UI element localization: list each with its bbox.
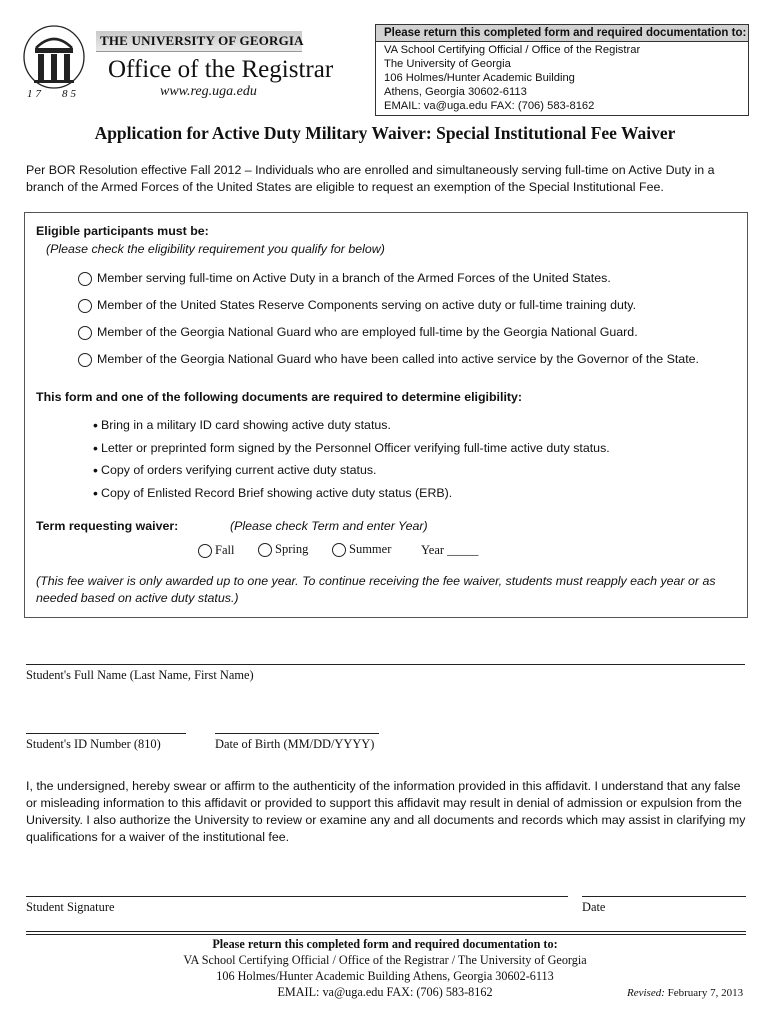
student-id-label: Student's ID Number (810): [26, 737, 161, 751]
eligibility-heading: Eligible participants must be:: [36, 224, 209, 238]
document-item: Copy of Enlisted Record Brief showing active duty status (ERB).: [101, 486, 453, 500]
term-option-label: Summer: [349, 542, 392, 556]
term-option-spring[interactable]: [258, 542, 308, 557]
return-box-line: 106 Holmes/Hunter Academic Building: [384, 72, 575, 84]
eligibility-option-label: Member serving full-time on Active Duty in a branch of the Armed Forces of the United States.: [97, 271, 611, 285]
revised-date: [627, 987, 743, 999]
dob-line[interactable]: [215, 733, 379, 734]
term-instruction: (Please check Term and enter Year): [230, 519, 428, 533]
radio-icon[interactable]: [78, 299, 92, 313]
eligibility-option[interactable]: [78, 271, 611, 286]
return-address-box: [375, 24, 749, 116]
eligibility-option[interactable]: [78, 352, 699, 367]
year-founded-left: 17: [27, 88, 44, 100]
affidavit-text: I, the undersigned, hereby swear or affirm to the authenticity of the information provided in this affidavit. I understand that any false or misleading information to this affidavit or provided to support this affidavit may result in denial of admission or expulsion from the University. I also authorize the University to review or examine any and all documents and records which may assist in clarifying my qualifications for a waiver of the institutional fee.: [26, 779, 746, 844]
footer-rule: [26, 934, 746, 935]
date-label: Date: [582, 900, 606, 914]
eligibility-option-label: Member of the Georgia National Guard who have been called into active service by the Governor of the State.: [97, 352, 699, 366]
revised-value: February 7, 2013: [667, 987, 744, 999]
signature-label: Student Signature: [26, 900, 115, 914]
term-option-label: Spring: [275, 542, 309, 556]
term-option-summer[interactable]: [332, 542, 391, 557]
footer-line: 106 Holmes/Hunter Academic Building Athens, Georgia 30602-6113: [216, 969, 554, 983]
return-box-heading: Please return this completed form and required documentation to:: [376, 25, 748, 42]
eligibility-option-label: Member of the United States Reserve Components serving on active duty or full-time training duty.: [97, 298, 637, 312]
document-item: Copy of orders verifying current active duty status.: [101, 463, 377, 477]
student-id-line[interactable]: [26, 733, 186, 734]
footer-line: VA School Certifying Official / Office of the Registrar / The University of Georgia: [183, 953, 587, 967]
intro-paragraph: Per BOR Resolution effective Fall 2012 – Individuals who are enrolled and simultaneously serving full-time on Active Duty in a branch of the Armed Forces of the United States are eligible to request an exemption of the Special Institutional Fee.: [26, 163, 715, 194]
return-box-line: EMAIL: va@uga.edu FAX: (706) 583-8162: [384, 100, 595, 112]
website: www.reg.uga.edu: [160, 84, 257, 99]
radio-icon[interactable]: [78, 272, 92, 286]
signature-line[interactable]: [26, 896, 568, 897]
footer-rule: [26, 931, 746, 932]
form-title: Application for Active Duty Military Waiver: Special Institutional Fee Waiver: [94, 123, 676, 143]
eligibility-option[interactable]: [78, 298, 636, 313]
radio-icon[interactable]: [332, 543, 346, 557]
bullet-icon: •: [93, 462, 98, 478]
document-item: Letter or preprinted form signed by the Personnel Officer verifying full-time active duty status.: [101, 441, 610, 455]
date-line[interactable]: [582, 896, 746, 897]
radio-icon[interactable]: [78, 326, 92, 340]
year-founded-right: 85: [62, 88, 79, 100]
office-name: Office of the Registrar: [108, 56, 334, 83]
year-label: Year: [421, 543, 445, 557]
documents-heading: This form and one of the following documents are required to determine eligibility:: [36, 390, 523, 404]
bullet-icon: •: [93, 440, 98, 456]
term-label: Term requesting waiver:: [36, 519, 179, 533]
waiver-note: (This fee waiver is only awarded up to one year. To continue receiving the fee waiver, students must reapply each year or as needed based on active duty status.): [36, 574, 716, 605]
eligibility-box: [24, 212, 748, 618]
radio-icon[interactable]: [258, 543, 272, 557]
dob-label: Date of Birth (MM/DD/YYYY): [215, 737, 375, 751]
year-blank[interactable]: _____: [447, 543, 479, 557]
eligibility-option[interactable]: [78, 325, 638, 340]
radio-icon[interactable]: [78, 353, 92, 367]
bullet-icon: •: [93, 417, 98, 433]
eligibility-instruction: (Please check the eligibility requirement you qualify for below): [46, 242, 385, 256]
year-field[interactable]: [421, 543, 478, 558]
footer-line: EMAIL: va@uga.edu FAX: (706) 583-8162: [277, 985, 493, 999]
term-option-fall[interactable]: [198, 543, 234, 558]
return-box-line: The University of Georgia: [384, 58, 511, 70]
return-box-line: Athens, Georgia 30602-6113: [384, 86, 527, 98]
uga-arch-logo: [22, 24, 88, 94]
term-option-label: Fall: [215, 543, 235, 557]
return-box-line: VA School Certifying Official / Office of the Registrar: [384, 44, 641, 56]
footer-heading: Please return this completed form and required documentation to:: [212, 937, 558, 951]
full-name-label: Student's Full Name (Last Name, First Name): [26, 668, 254, 682]
bullet-icon: •: [93, 485, 98, 501]
full-name-line[interactable]: [26, 664, 745, 665]
radio-icon[interactable]: [198, 544, 212, 558]
document-item: Bring in a military ID card showing active duty status.: [101, 418, 391, 432]
revised-label: Revised:: [627, 987, 665, 999]
eligibility-option-label: Member of the Georgia National Guard who are employed full-time by the Georgia National Guard.: [97, 325, 638, 339]
university-name: THE UNIVERSITY OF GEORGIA: [100, 33, 304, 48]
